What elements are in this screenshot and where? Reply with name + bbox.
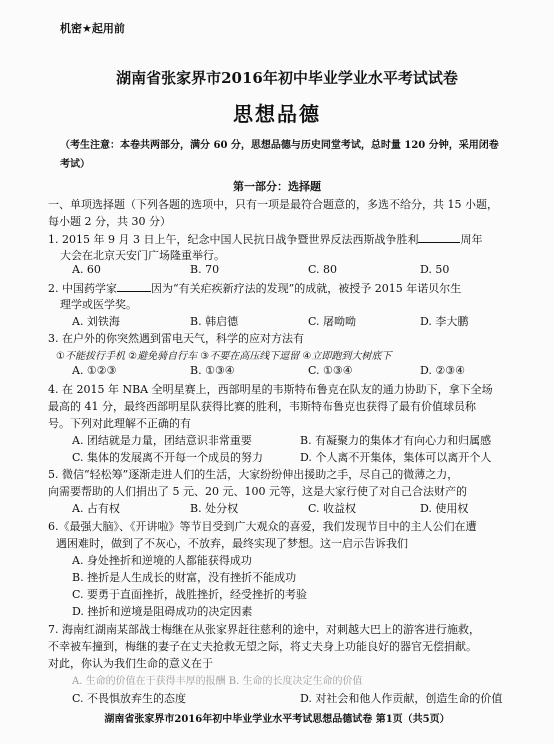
q1-line2: 大会在北京天安门广场隆重举行。 bbox=[60, 249, 225, 262]
q6-item-a: A. 身处挫折和逆境的人都能获得成功 bbox=[72, 554, 252, 567]
q1-text-a: 1. 2015 年 9 月 3 日上午，纪念中国人民抗日战争暨世界反法西斯战争胜利 bbox=[48, 233, 419, 246]
q6-line2: 遇困难时，做到了不灰心，不放弃，最终实现了梦想。这一启示告诉我们 bbox=[56, 537, 408, 550]
q2-option-b: B. 韩启德 bbox=[190, 315, 239, 328]
q4-option-c: C. 集体的发展离不开每一个成员的努力 bbox=[72, 451, 264, 464]
q7-line2: 不幸被车撞到，梅继的妻子在丈夫抢救无望之际，将丈夫身上功能良好的器官无偿捐献。 bbox=[48, 640, 477, 653]
q2-option-d: D. 李大鹏 bbox=[420, 315, 469, 328]
q3-option-a: A. ①②③ bbox=[72, 364, 117, 377]
q5-line2: 向需要帮助的人们捐出了 5 元、20 元、100 元等，这是大家行使了对自己合法财产的 bbox=[48, 485, 467, 498]
exam-notice: （考生注意：本卷共两部分，满分 60 分，思想品德与历史同堂考试，总时量 120 分钟，采用闭卷考试） bbox=[60, 140, 499, 170]
q1-option-c: C. 80 bbox=[308, 263, 338, 276]
q6-item-d: D. 挫折和逆境是阻碍成功的决定因素 bbox=[72, 605, 253, 618]
q5-line1: 5. 微信“轻松筹”逐渐走进人们的生活，大家纷纷伸出援助之手，尽自己的微薄之力， bbox=[48, 468, 459, 481]
q5-option-b: B. 处分权 bbox=[190, 502, 239, 515]
q3-option-c: C. ①③④ bbox=[308, 364, 353, 377]
q4-line3: 号。下列对此理解不正确的有 bbox=[48, 417, 191, 430]
exam-title: 湖南省张家界市2016年初中毕业学业水平考试试卷 bbox=[116, 69, 458, 87]
q6-line1: 6.《最强大脑》、《开讲啦》等节目受到广大观众的喜爱，我们发现节目中的主人公们在遭 bbox=[48, 520, 477, 533]
q4-line2: 最高的 41 分，最终西部明星队获得比赛的胜利，韦斯特布鲁克也获得了最有价值球员称 bbox=[48, 400, 476, 413]
q3-option-d: D. ②③④ bbox=[420, 364, 466, 377]
q7-line3: 对此，你认为我们生命的意义在于 bbox=[48, 657, 213, 670]
q6-item-c: C. 要勇于直面挫折，战胜挫折，经受挫折的考验 bbox=[72, 588, 308, 601]
page-footer: 湖南省张家界市2016年初中毕业学业水平考试思想品德试卷 第1页（共5页） bbox=[104, 714, 450, 725]
q1-option-d: D. 50 bbox=[420, 263, 450, 276]
section-instruction: 一、单项选择题（下列各题的选项中，只有一项是最符合题意的，多选不给分，共 15 小题，每小题 2 分，共 30 分） bbox=[48, 198, 498, 228]
q5-option-c: C. 收益权 bbox=[308, 502, 357, 515]
q4-option-d: D. 个人离不开集体，集体可以离开个人 bbox=[300, 451, 492, 464]
q3-text: 3. 在户外的你突然遇到雷电天气，科学的应对方法有 bbox=[48, 332, 304, 345]
q2-option-c: C. 屠呦呦 bbox=[308, 315, 357, 328]
q5-option-a: A. 占有权 bbox=[72, 502, 120, 515]
q2-option-a: A. 刘铁海 bbox=[72, 315, 120, 328]
subject-title: 思想品德 bbox=[233, 102, 321, 126]
q2-line1 bbox=[48, 280, 461, 296]
q1-blank bbox=[418, 233, 460, 243]
secret-label: 机密★起用前 bbox=[60, 22, 125, 35]
q7-option-d: D. 对社会和他人作贡献，创造生命的价值 bbox=[300, 692, 503, 705]
q2-text-a: 2. 中国药学家 bbox=[48, 282, 117, 295]
q4-option-b: B. 有凝聚力的集体才有向心力和归属感 bbox=[300, 434, 492, 447]
q4-option-a: A. 团结就是力量，团结意识非常重要 bbox=[72, 434, 252, 447]
q1-text-b: 周年 bbox=[460, 233, 483, 246]
q1-option-a: A. 60 bbox=[72, 263, 101, 276]
q2-blank bbox=[117, 282, 151, 292]
q3-option-b: B. ①③④ bbox=[190, 364, 235, 377]
q2-text-b: 因为“有关疟疾新疗法的发现”的成就，被授予 2015 年诺贝尔生 bbox=[151, 282, 462, 295]
q1-option-b: B. 70 bbox=[190, 263, 220, 276]
part1-title: 第一部分：选择题 bbox=[233, 180, 321, 193]
q5-option-d: D. 使用权 bbox=[420, 502, 469, 515]
q7-option-c: C. 不畏惧放弃生的态度 bbox=[72, 692, 187, 705]
q1-line1 bbox=[48, 231, 482, 247]
q7-options-ab: A. 生命的价值在于获得丰厚的报酬 B. 生命的长度决定生命的价值 bbox=[72, 676, 363, 687]
q6-item-b: B. 挫折是人生成长的财富，没有挫折不能成功 bbox=[72, 571, 297, 584]
q4-line1: 4. 在 2015 年 NBA 全明星赛上，西部明星的韦斯特布鲁克在队友的通力协助下，拿下全场 bbox=[48, 383, 493, 396]
q7-line1: 7. 海南红湖南某部战士梅继在从张家界赶往慈利的途中，对刺越大巴上的游客进行施救， bbox=[48, 623, 480, 636]
q3-items: ①不能拔行手机 ②避免骑自行车 ③不要在高压线下逗留 ④立即跑到大树底下 bbox=[56, 351, 392, 362]
q2-line2: 理学或医学奖。 bbox=[60, 298, 137, 311]
